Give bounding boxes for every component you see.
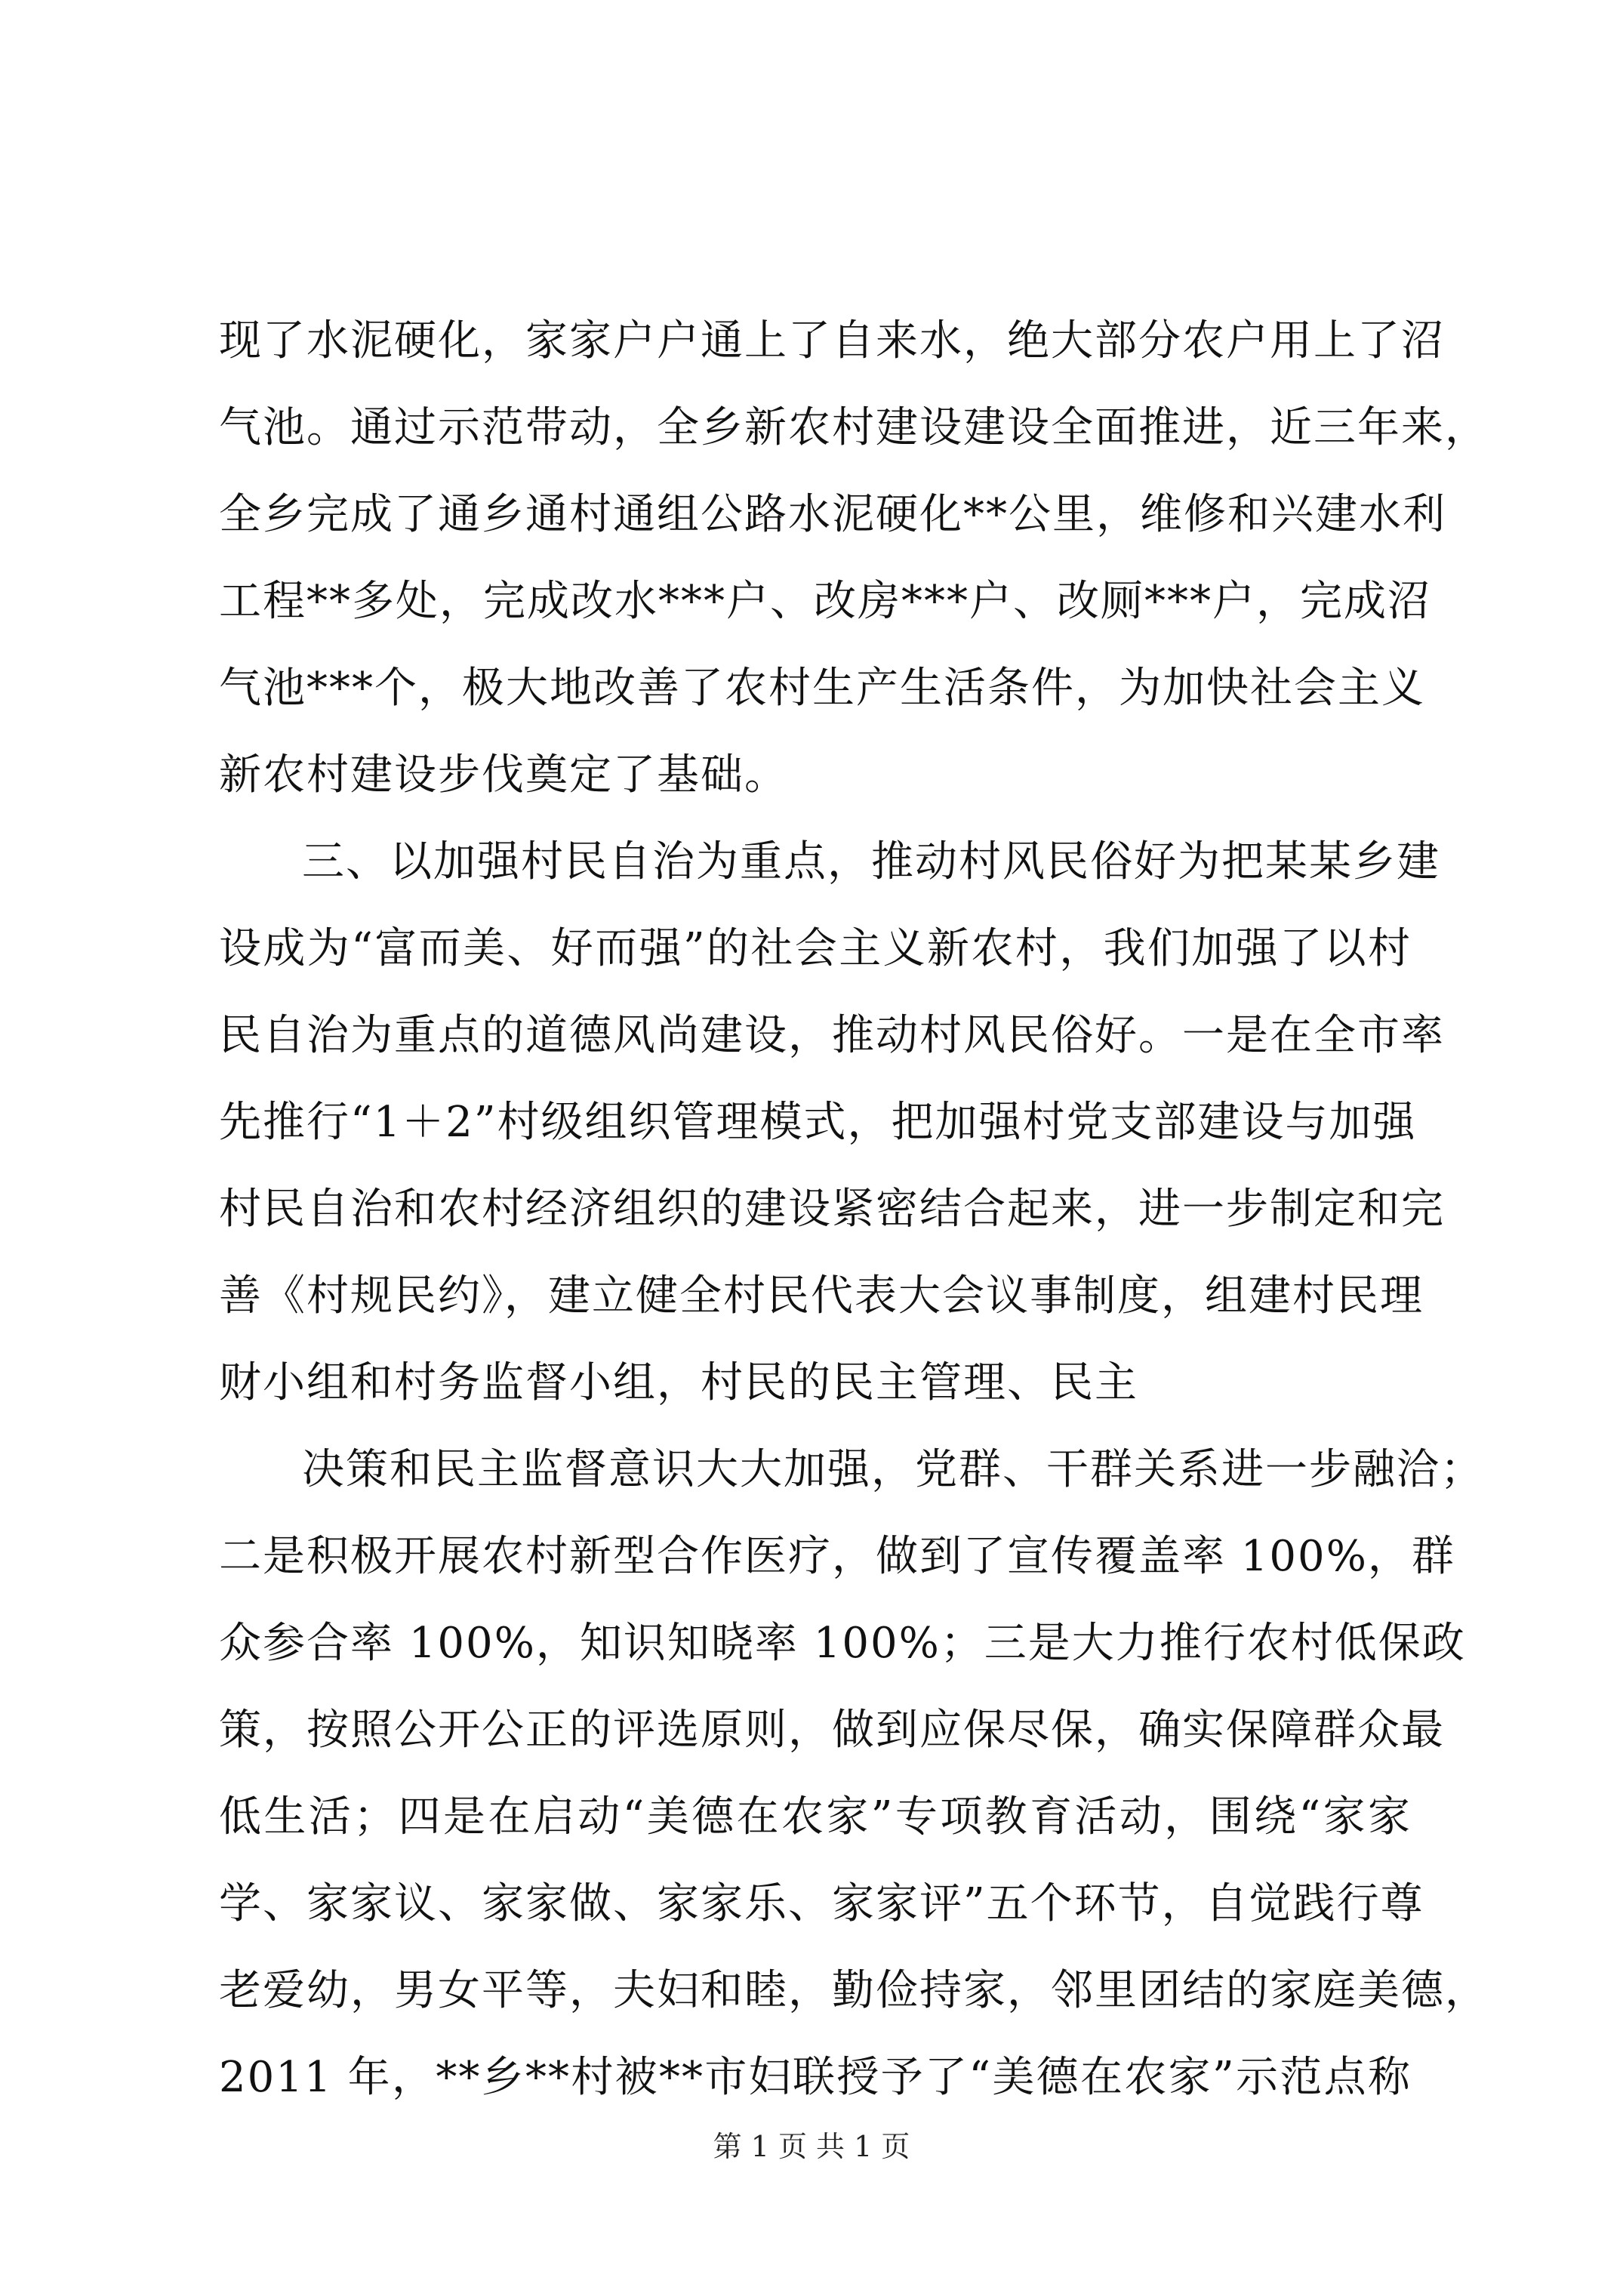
- body-text-line: 老爱幼，男女平等，夫妇和睦，勤俭持家，邻里团结的家庭美德，: [219, 1966, 1489, 2015]
- body-text-line: 二是积极开展农村新型合作医疗，做到了宣传覆盖率 100%，群: [219, 1532, 1455, 1581]
- body-text-line: 全乡完成了通乡通村通组公路水泥硬化**公里，维修和兴建水利: [219, 490, 1446, 539]
- body-text-line: 2011 年，**乡**村被**市妇联授予了“美德在农家”示范点称: [219, 2053, 1412, 2102]
- paragraph-first-line: 三、以加强村民自治为重点，推动村风民俗好为把某某乡建: [302, 837, 1440, 886]
- body-text-line: 学、家家议、家家做、家家乐、家家评”五个环节，自觉践行尊: [219, 1879, 1424, 1928]
- page-footer: 第 1 页 共 1 页: [713, 2130, 910, 2163]
- paragraph-first-line: 决策和民主监督意识大大加强，党群、干群关系进一步融洽；: [302, 1445, 1484, 1494]
- body-text-line: 众参合率 100%，知识知晓率 100%；三是大力推行农村低保政: [219, 1619, 1466, 1668]
- body-text-line: 善《村规民约》，建立健全村民代表大会议事制度，组建村民理: [219, 1271, 1424, 1321]
- body-text-line: 现了水泥硬化，家家户户通上了自来水，绝大部分农户用上了沼: [219, 316, 1445, 365]
- body-text-line: 村民自治和农村经济组织的建设紧密结合起来，进一步制定和完: [219, 1185, 1445, 1234]
- body-text-line: 气池。通过示范带动，全乡新农村建设建设全面推进，近三年来，: [219, 403, 1489, 452]
- body-text-line: 先推行“1＋2”村级组织管理模式，把加强村党支部建设与加强: [219, 1098, 1417, 1147]
- body-text-line: 民自治为重点的道德风尚建设，推动村风民俗好。一是在全市率: [219, 1011, 1445, 1060]
- body-text-line: 工程**多处，完成改水***户、改房***户、改厕***户，完成沼: [219, 577, 1431, 626]
- body-text-line: 财小组和村务监督小组，村民的民主管理、民主: [219, 1358, 1138, 1407]
- body-text-line: 气池***个，极大地改善了农村生产生活条件，为加快社会主义: [219, 664, 1425, 713]
- body-text-line: 新农村建设步伐奠定了基础。: [219, 750, 788, 800]
- body-text-line: 设成为“富而美、好而强”的社会主义新农村，我们加强了以村: [219, 924, 1412, 973]
- body-text-line: 策，按照公开公正的评选原则，做到应保尽保，确实保障群众最: [219, 1706, 1445, 1755]
- body-text-line: 低生活；四是在启动“美德在农家”专项教育活动，围绕“家家: [219, 1792, 1412, 1841]
